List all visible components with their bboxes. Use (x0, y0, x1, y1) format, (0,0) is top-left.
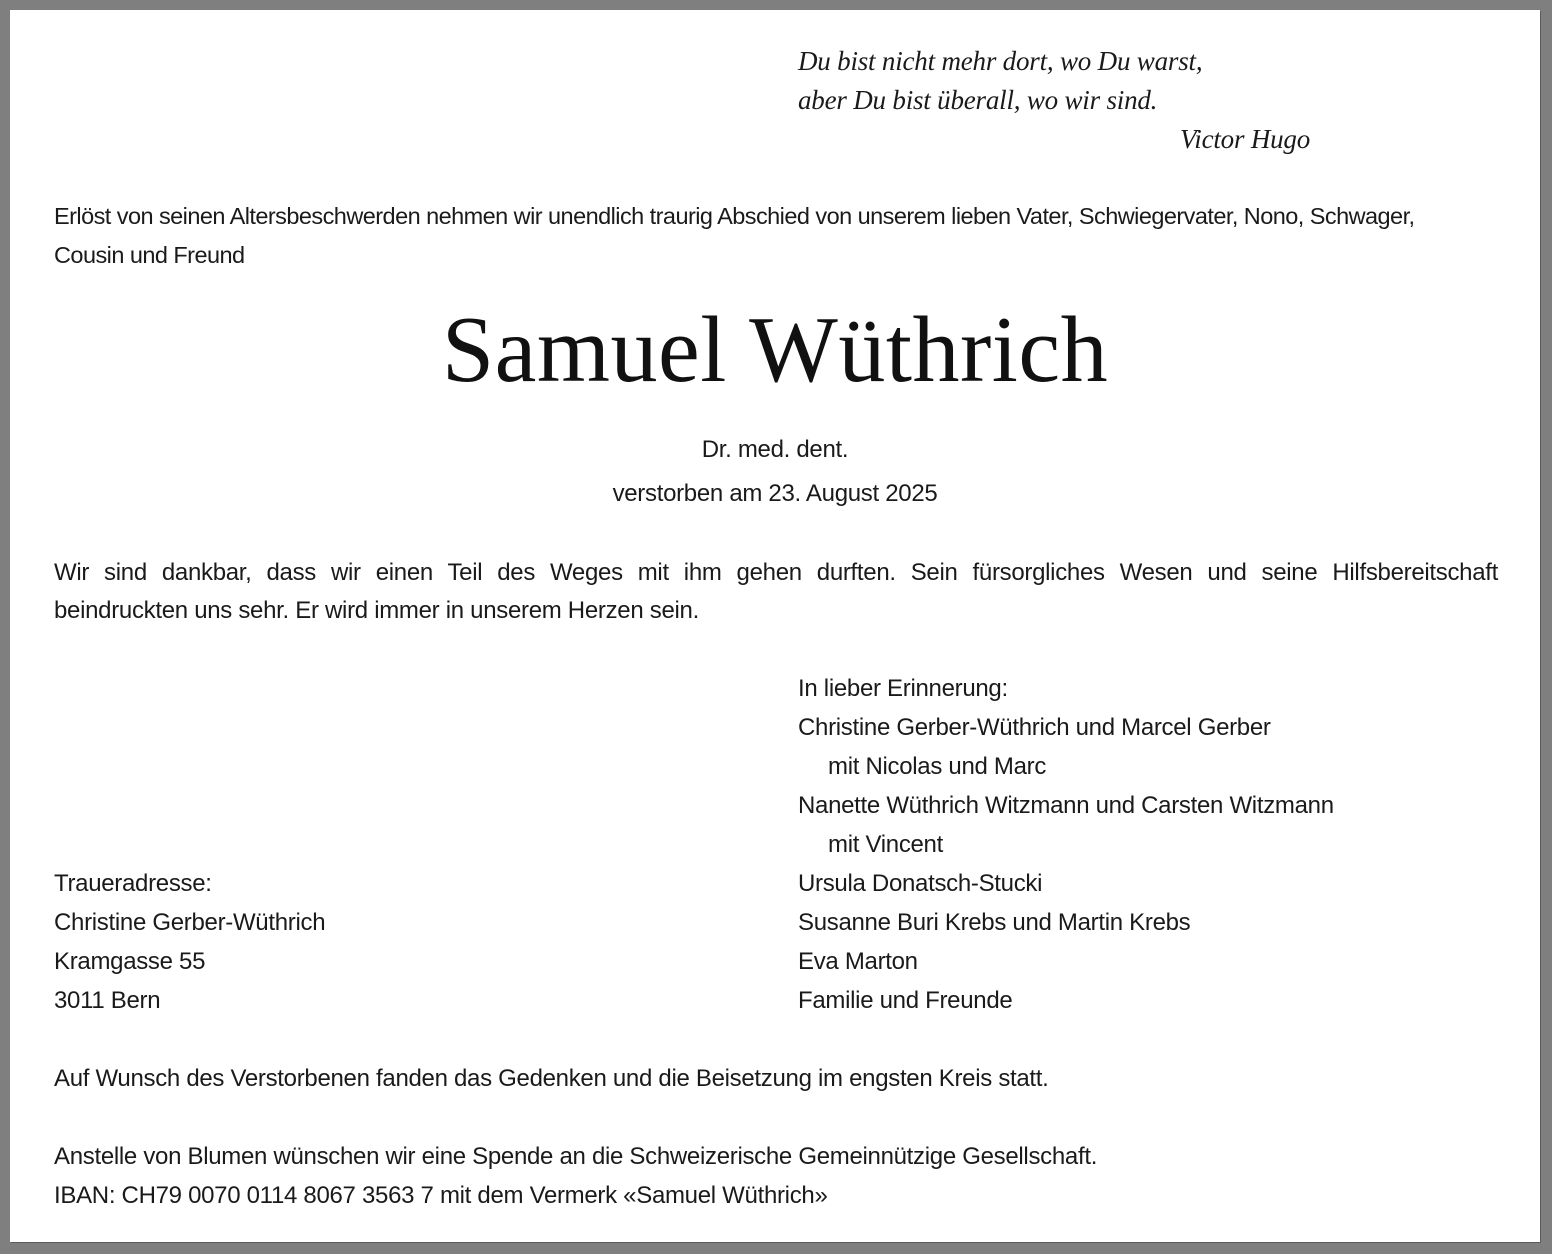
funeral-note: Auf Wunsch des Verstorbenen fanden das Gedenken und die Beisetzung im engsten Kreis statt. (54, 1065, 1049, 1092)
mourner-entry: Eva Marton (798, 948, 918, 975)
gratitude-line-2: beindruckten uns sehr. Er wird immer in unserem Herzen sein. (54, 597, 699, 624)
address-city: 3011 Bern (54, 987, 161, 1014)
quote-line-1: Du bist nicht mehr dort, wo Du warst, (798, 46, 1203, 76)
mourner-entry: Susanne Buri Krebs und Martin Krebs (798, 909, 1191, 936)
iban-note: IBAN: CH79 0070 0114 8067 3563 7 mit dem Vermerk «Samuel Wüthrich» (54, 1182, 828, 1209)
address-heading: Traueradresse: (54, 870, 212, 897)
quote-author: Victor Hugo (1180, 124, 1311, 154)
mourner-entry: Ursula Donatsch-Stucki (798, 870, 1043, 897)
address-name: Christine Gerber-Wüthrich (54, 909, 326, 936)
mourners-heading: In lieber Erinnerung: (798, 675, 1008, 702)
intro-line-1: Erlöst von seinen Altersbeschwerden nehmen wir unendlich traurig Abschied von unserem lieben Vater, Schwiegervater, Nono, Schwager, (54, 203, 1415, 229)
mourner-entry: mit Vincent (828, 831, 943, 858)
quote-line-2: aber Du bist überall, wo wir sind. (798, 85, 1158, 115)
donation-note: Anstelle von Blumen wünschen wir eine Spende an die Schweizerische Gemeinnützige Gesellschaft. (54, 1143, 1098, 1170)
mourner-entry: Christine Gerber-Wüthrich und Marcel Gerber (798, 714, 1271, 741)
obituary-notice (10, 10, 1540, 1242)
deceased-date: verstorben am 23. August 2025 (612, 480, 938, 507)
deceased-name: Samuel Wüthrich (441, 298, 1109, 402)
mourner-entry: Nanette Wüthrich Witzmann und Carsten Witzmann (798, 792, 1334, 819)
intro-line-2: Cousin und Freund (54, 242, 245, 268)
address-street: Kramgasse 55 (54, 948, 206, 975)
deceased-title: Dr. med. dent. (701, 436, 849, 463)
gratitude-line-1: Wir sind dankbar, dass wir einen Teil des Weges mit ihm gehen durften. Sein fürsorgliches Wesen und seine Hilfsbereitschaft (54, 559, 1498, 586)
mourner-entry: Familie und Freunde (798, 987, 1013, 1014)
mourner-entry: mit Nicolas und Marc (828, 753, 1047, 780)
